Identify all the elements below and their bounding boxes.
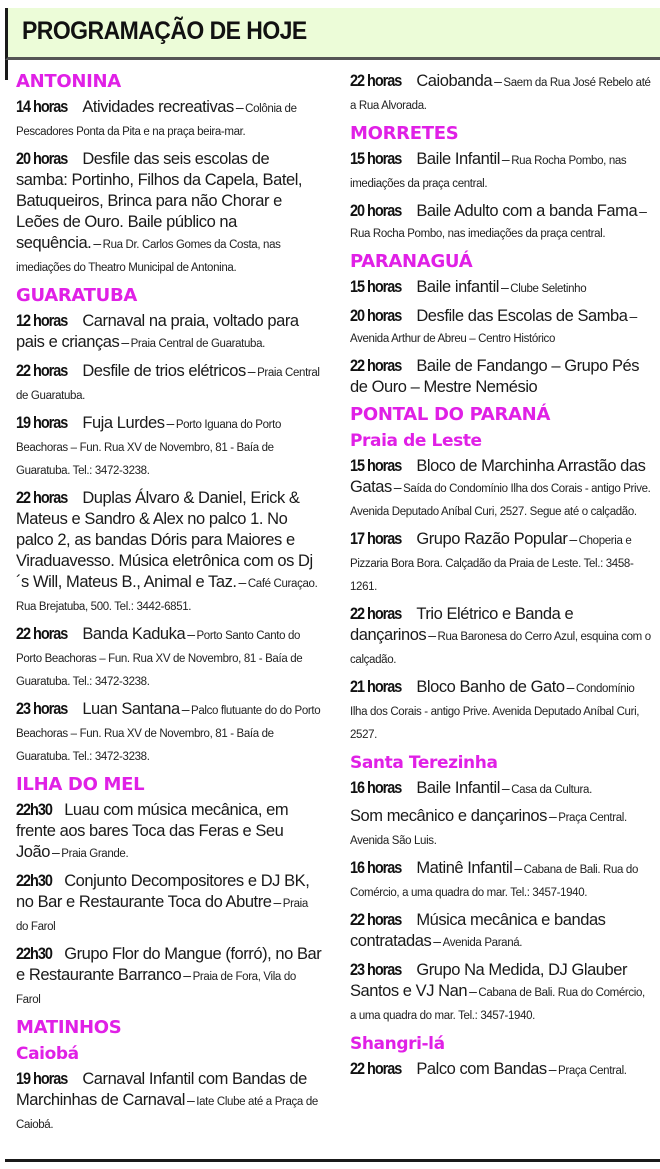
event-time: 22 horas bbox=[350, 1059, 402, 1078]
event-place: Avenida Arthur de Abreu – Centro Histórico bbox=[350, 333, 555, 345]
city-section-paranagua bbox=[350, 250, 652, 398]
event-title: Luan Santana bbox=[82, 700, 180, 718]
event-place: Café Curaçao. Rua Brejatuba, 500. Tel.: 3442-6851. bbox=[16, 578, 318, 613]
bottom-rule bbox=[5, 1159, 660, 1162]
separator-dash: – bbox=[494, 73, 502, 89]
event-time: 22 horas bbox=[350, 604, 402, 623]
event-time: 22 horas bbox=[350, 71, 402, 90]
event-time: 20 horas bbox=[350, 201, 402, 220]
event-item bbox=[350, 200, 652, 245]
event-title: Conjunto Decompositores e DJ BK, no Bar e Restaurante Toca do Abutre bbox=[16, 872, 310, 911]
separator-dash: – bbox=[238, 574, 246, 590]
event-title: Música mecânica e bandas contratadas bbox=[350, 911, 606, 950]
city-heading: ANTONINA bbox=[16, 71, 121, 92]
event-item bbox=[350, 455, 652, 523]
event-place: Saída do Condomínio Ilha dos Corais - antigo Prive. Avenida Deputado Aníbal Curi, 2527. Segue até o calçadão. bbox=[350, 483, 651, 518]
event-time: 22h30 bbox=[16, 800, 52, 819]
event-time: 15 horas bbox=[350, 456, 402, 475]
event-place: Praia Grande. bbox=[61, 848, 129, 860]
event-place: Palco flutuante do do Porto Beachoras – Fun. Rua XV de Novembro, 81 - Baía de Guaratuba. Tel.: 3472-3238. bbox=[16, 705, 321, 763]
separator-dash: – bbox=[501, 279, 509, 295]
city-section-antonina bbox=[16, 70, 322, 279]
event-place: Rua Dr. Carlos Gomes da Costa, nas imediações do Theatro Municipal de Antonina. bbox=[16, 239, 281, 274]
event-time: 16 horas bbox=[350, 858, 402, 877]
event-time: 22 horas bbox=[16, 361, 68, 380]
event-time: 22 horas bbox=[350, 356, 402, 375]
separator-dash: – bbox=[187, 626, 195, 642]
event-item bbox=[16, 96, 322, 143]
event-time: 19 horas bbox=[16, 413, 68, 432]
event-title: Luau com música mecânica, em frente aos bares Toca das Feras e Seu João bbox=[16, 801, 289, 861]
event-title: Grupo Na Medida, DJ Glauber Santos e VJ Nan bbox=[350, 961, 628, 1000]
event-item bbox=[350, 909, 652, 954]
event-item bbox=[16, 943, 322, 1011]
separator-dash: – bbox=[93, 235, 101, 251]
event-title: Atividades recreativas bbox=[82, 98, 234, 116]
left-column bbox=[16, 70, 322, 1141]
separator-dash: – bbox=[629, 308, 637, 324]
event-place: Praia Central de Guaratuba. bbox=[130, 338, 265, 350]
event-time: 22 horas bbox=[350, 910, 402, 929]
event-place: Avenida Paraná. bbox=[442, 937, 523, 949]
event-place: Colônia de Pescadores Ponta da Pita e na praça beira-mar. bbox=[16, 103, 297, 138]
separator-dash: – bbox=[51, 844, 60, 860]
page-title: PROGRAMAÇÃO DE HOJE bbox=[22, 17, 307, 45]
event-title: Desfile das seis escolas de samba: Portinho, Filhos da Capela, Batel, Batuqueiros, Brinca para não Chorar e Leões de Ouro. Baile público na sequência. bbox=[16, 150, 303, 252]
separator-dash: – bbox=[639, 203, 647, 219]
event-item bbox=[350, 857, 652, 904]
event-title: Baile Adulto com a banda Fama bbox=[416, 202, 638, 220]
separator-dash: – bbox=[273, 894, 281, 910]
event-place: Cabana de Bali. Rua do Comércio, a uma quadra do mar. Tel.: 3457-1940. bbox=[350, 864, 639, 899]
event-time: 15 horas bbox=[350, 149, 402, 168]
event-item bbox=[350, 148, 652, 195]
event-title: Som mecânico e dançarinos bbox=[350, 807, 547, 825]
event-title: Fuja Lurdes bbox=[82, 414, 165, 432]
event-time: 17 horas bbox=[350, 529, 402, 548]
separator-dash: – bbox=[501, 151, 510, 167]
event-place: Porto Iguana do Porto Beachoras – Fun. Rua XV de Novembro, 81 - Baía de Guaratuba. Tel.: 3472-3238. bbox=[16, 419, 281, 477]
event-place: Condomínio Ilha dos Corais - antigo Prive. Avenida Deputado Aníbal Curi, 2527. bbox=[350, 683, 640, 741]
event-place: Rua Rocha Pombo, nas imediações da praça central. bbox=[350, 228, 606, 240]
event-title: Duplas Álvaro & Daniel, Erick & Mateus e Sandro & Alex no palco 1. No palco 2, as bandas Dóris para Maiores e Viraduavesso. Música eletrônica com os Dj´s Will, Mateus B., Animal e Taz. bbox=[16, 489, 313, 591]
event-time: 16 horas bbox=[350, 778, 402, 797]
event-item bbox=[16, 623, 322, 693]
district-heading: Shangri-lá bbox=[350, 1034, 445, 1054]
event-place: Praia do Farol bbox=[16, 898, 308, 933]
event-title: Carnaval na praia, voltado para pais e crianças bbox=[16, 312, 299, 351]
event-place: Rua Rocha Pombo, nas imediações da praça central. bbox=[350, 155, 627, 190]
event-time: 14 horas bbox=[16, 97, 68, 116]
event-title: Trio Elétrico e Banda e dançarinos bbox=[350, 605, 574, 644]
event-time: 15 horas bbox=[350, 277, 402, 296]
separator-dash: – bbox=[186, 1092, 195, 1108]
event-title: Caiobanda bbox=[416, 72, 493, 90]
separator-dash: – bbox=[469, 983, 477, 999]
right-column bbox=[350, 70, 652, 1087]
event-title: Desfile das Escolas de Samba bbox=[416, 307, 628, 325]
header-accent-bar bbox=[5, 60, 8, 80]
event-time: 23 horas bbox=[16, 699, 68, 718]
event-place: Choperia e Pizzaria Bora Bora. Calçadão da Praia de Leste. Tel.: 3458-1261. bbox=[350, 535, 634, 593]
city-section-matinhos bbox=[16, 1016, 322, 1136]
event-item bbox=[16, 799, 322, 865]
page-header bbox=[5, 8, 660, 60]
event-time: 22 horas bbox=[16, 624, 68, 643]
event-item bbox=[350, 676, 652, 746]
event-item bbox=[16, 487, 322, 618]
event-item bbox=[350, 70, 652, 117]
city-heading: MORRETES bbox=[350, 123, 459, 144]
separator-dash: – bbox=[569, 531, 577, 547]
separator-dash: – bbox=[235, 99, 244, 115]
event-item bbox=[16, 148, 322, 279]
separator-dash: – bbox=[166, 415, 174, 431]
event-item bbox=[350, 777, 652, 801]
separator-dash: – bbox=[181, 701, 189, 717]
event-item bbox=[350, 355, 652, 398]
event-place: Praia de Fora, Vila do Farol bbox=[16, 971, 296, 1006]
event-item bbox=[16, 870, 322, 938]
event-item bbox=[350, 528, 652, 598]
separator-dash: – bbox=[566, 679, 574, 695]
city-heading: PONTAL DO PARANÁ bbox=[350, 404, 551, 425]
separator-dash: – bbox=[501, 780, 510, 796]
event-time: 22h30 bbox=[16, 871, 52, 890]
district-heading: Santa Terezinha bbox=[350, 753, 498, 773]
event-item bbox=[350, 959, 652, 1027]
district-heading: Praia de Leste bbox=[350, 431, 482, 451]
city-section-pontal-do-parana bbox=[350, 403, 652, 1082]
city-section-matinhos-continued bbox=[350, 70, 652, 117]
event-item bbox=[16, 360, 322, 407]
event-title: Bloco Banho de Gato bbox=[416, 678, 565, 696]
event-place: Praça Central. bbox=[558, 1065, 627, 1077]
event-item bbox=[350, 1058, 652, 1082]
separator-dash: – bbox=[433, 933, 441, 949]
event-title: Baile Infantil bbox=[416, 779, 500, 797]
event-title: Matinê Infantil bbox=[416, 859, 513, 877]
event-item bbox=[350, 806, 652, 852]
event-item bbox=[350, 603, 652, 671]
city-section-morretes bbox=[350, 122, 652, 245]
event-place: Praça Central. Avenida São Luis. bbox=[350, 812, 627, 847]
event-time: 20 horas bbox=[16, 149, 68, 168]
event-item bbox=[16, 698, 322, 768]
event-title: Grupo Flor do Mangue (forró), no Bar e Restaurante Barranco bbox=[16, 945, 322, 984]
event-title: Banda Kaduka bbox=[82, 625, 186, 643]
separator-dash: – bbox=[393, 479, 402, 495]
event-title: Bloco de Marchinha Arrastão das Gatas bbox=[350, 457, 646, 496]
event-time: 23 horas bbox=[350, 960, 402, 979]
district-heading: Caiobá bbox=[16, 1044, 79, 1064]
event-title: Carnaval Infantil com Bandas de Marchinhas de Carnaval bbox=[16, 1070, 307, 1109]
event-time: 19 horas bbox=[16, 1069, 68, 1088]
event-place: Iate Clube até a Praça de Caiobá. bbox=[16, 1096, 318, 1131]
event-time: 12 horas bbox=[16, 311, 68, 330]
event-time: 20 horas bbox=[350, 306, 402, 325]
event-place: Saem da Rua José Rebelo até a Rua Alvorada. bbox=[350, 77, 651, 112]
city-heading: ILHA DO MEL bbox=[16, 774, 145, 795]
city-section-ilha-do-mel bbox=[16, 773, 322, 1011]
event-title: Baile infantil bbox=[416, 278, 499, 296]
event-title: Baile Infantil bbox=[416, 150, 500, 168]
event-item bbox=[350, 305, 652, 350]
event-title: Desfile de trios elétricos bbox=[82, 362, 246, 380]
event-place: Clube Seletinho bbox=[510, 283, 587, 295]
event-time: 22h30 bbox=[16, 944, 52, 963]
event-time: 21 horas bbox=[350, 677, 402, 696]
city-heading: MATINHOS bbox=[16, 1017, 122, 1038]
event-title: Palco com Bandas bbox=[416, 1060, 547, 1078]
event-place: Porto Santo Canto do Porto Beachoras – Fun. Rua XV de Novembro, 81 - Baía de Guaratuba. Tel.: 3472-3238. bbox=[16, 630, 303, 688]
event-title: Baile de Fandango – Grupo Pés de Ouro – Mestre Nemésio bbox=[350, 357, 640, 396]
event-item bbox=[16, 1068, 322, 1136]
event-item bbox=[16, 412, 322, 482]
separator-dash: – bbox=[183, 967, 191, 983]
event-item bbox=[16, 310, 322, 355]
separator-dash: – bbox=[548, 1061, 557, 1077]
separator-dash: – bbox=[548, 808, 557, 824]
event-place: Praia Central de Guaratuba. bbox=[16, 367, 320, 402]
city-heading: GUARATUBA bbox=[16, 285, 138, 306]
separator-dash: – bbox=[514, 860, 522, 876]
event-title: Grupo Razão Popular bbox=[416, 530, 568, 548]
separator-dash: – bbox=[428, 627, 436, 643]
event-place: Casa da Cultura. bbox=[511, 784, 592, 796]
city-section-guaratuba bbox=[16, 284, 322, 768]
event-item bbox=[350, 276, 652, 300]
city-heading: PARANAGUÁ bbox=[350, 251, 473, 272]
event-time: 22 horas bbox=[16, 488, 68, 507]
event-place: Rua Baronesa do Cerro Azul, esquina com o calçadão. bbox=[350, 631, 651, 666]
event-place: Cabana de Bali. Rua do Comércio, a uma quadra do mar. Tel.: 3457-1940. bbox=[350, 987, 645, 1022]
separator-dash: – bbox=[121, 334, 129, 350]
separator-dash: – bbox=[247, 363, 256, 379]
